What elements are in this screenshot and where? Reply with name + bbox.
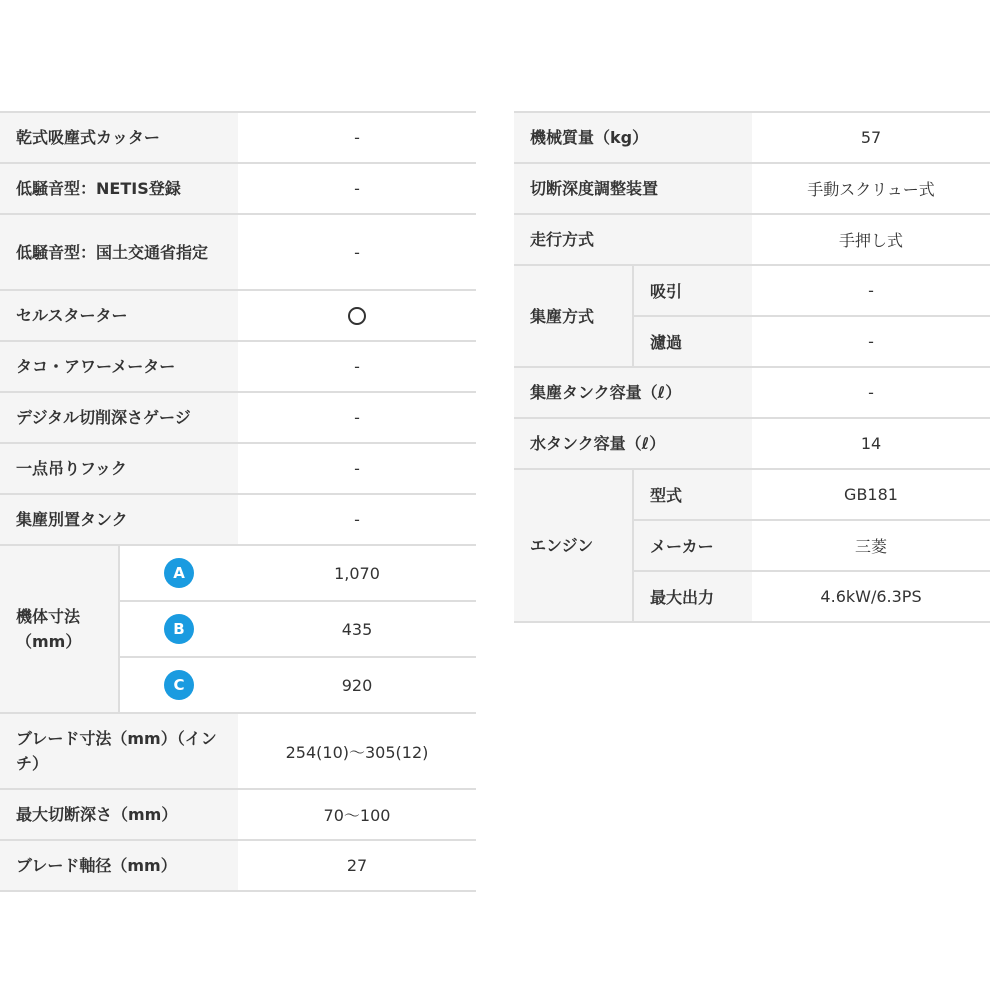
row-value: 手押し式 — [752, 214, 990, 265]
row-value: - — [238, 443, 476, 494]
row-label: ブレード寸法（mm）（インチ） — [0, 713, 238, 789]
row-label: 集塵タンク容量（ℓ） — [514, 367, 752, 418]
row-label: 切断深度調整装置 — [514, 163, 752, 214]
table-row — [514, 163, 990, 214]
row-value: - — [752, 265, 990, 316]
table-row — [514, 112, 990, 163]
table-row — [0, 713, 476, 789]
table-row — [0, 443, 476, 494]
row-value: - — [752, 316, 990, 367]
row-value: 1,070 — [238, 545, 476, 601]
sub-label: 濾過 — [633, 316, 752, 367]
table-row — [514, 418, 990, 469]
row-value: - — [238, 392, 476, 443]
row-value: - — [238, 494, 476, 545]
sub-label: 吸引 — [633, 265, 752, 316]
sub-label: 型式 — [633, 469, 752, 520]
row-label: 最大切断深さ（mm） — [0, 789, 238, 840]
row-label: タコ・アワーメーター — [0, 341, 238, 392]
row-value: 三菱 — [752, 520, 990, 571]
row-label: デジタル切削深さゲージ — [0, 392, 238, 443]
dimension-badge-cell — [119, 545, 238, 601]
row-value: - — [238, 341, 476, 392]
table-row — [0, 112, 476, 163]
dimension-badge: A — [164, 558, 194, 588]
row-value: - — [752, 367, 990, 418]
row-value: 70〜100 — [238, 789, 476, 840]
table-row — [0, 494, 476, 545]
row-label: 低騒音型：国土交通省指定 — [0, 214, 238, 290]
table-row — [0, 840, 476, 891]
spec-table-right — [514, 111, 990, 623]
circle-mark-icon — [348, 307, 366, 325]
row-label: 機体寸法（mm） — [0, 545, 119, 713]
row-value: 4.6kW/6.3PS — [752, 571, 990, 622]
table-row — [0, 789, 476, 840]
row-label: 集塵別置タンク — [0, 494, 238, 545]
row-value: GB181 — [752, 469, 990, 520]
table-row — [514, 214, 990, 265]
dimension-badge: C — [164, 670, 194, 700]
table-row — [0, 545, 476, 601]
row-label: ブレード軸径（mm） — [0, 840, 238, 891]
sub-label: 最大出力 — [633, 571, 752, 622]
row-value: - — [238, 112, 476, 163]
row-value: 14 — [752, 418, 990, 469]
row-value: 920 — [238, 657, 476, 713]
row-value: - — [238, 214, 476, 290]
dimension-badge: B — [164, 614, 194, 644]
row-label: 機械質量（kg） — [514, 112, 752, 163]
table-row — [0, 290, 476, 341]
row-value: 手動スクリュー式 — [752, 163, 990, 214]
table-row — [0, 341, 476, 392]
dimension-badge-cell — [119, 657, 238, 713]
row-label: 集塵方式 — [514, 265, 633, 367]
dimension-badge-cell — [119, 601, 238, 657]
row-label: 水タンク容量（ℓ） — [514, 418, 752, 469]
row-value: 27 — [238, 840, 476, 891]
row-label: 低騒音型：NETIS登録 — [0, 163, 238, 214]
spec-table-left — [0, 111, 476, 892]
sub-label: メーカー — [633, 520, 752, 571]
row-value: 57 — [752, 112, 990, 163]
row-label: 一点吊りフック — [0, 443, 238, 494]
row-value: 254(10)〜305(12) — [238, 713, 476, 789]
table-row — [514, 367, 990, 418]
row-value: 435 — [238, 601, 476, 657]
row-label: セルスターター — [0, 290, 238, 341]
row-value — [238, 290, 476, 341]
row-value: - — [238, 163, 476, 214]
table-row — [0, 214, 476, 290]
row-label: エンジン — [514, 469, 633, 622]
table-row — [0, 392, 476, 443]
row-label: 乾式吸塵式カッター — [0, 112, 238, 163]
table-row — [0, 163, 476, 214]
row-label: 走行方式 — [514, 214, 752, 265]
table-row — [514, 265, 990, 316]
table-row — [514, 469, 990, 520]
